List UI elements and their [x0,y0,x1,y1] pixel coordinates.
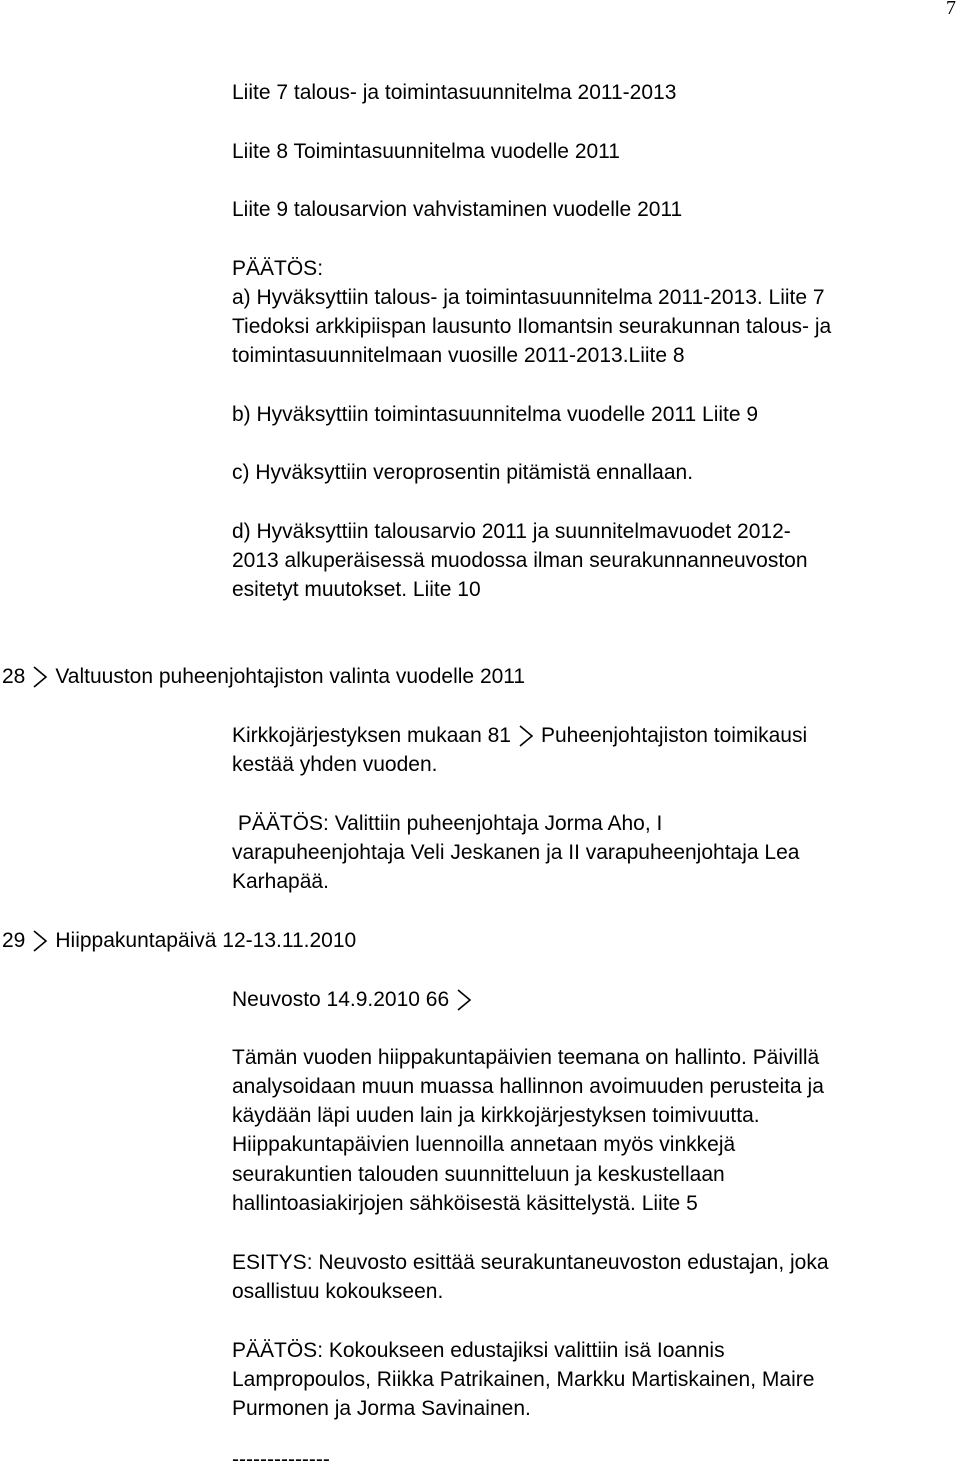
section-sign-icon [31,665,49,689]
section-28-decision-line3: Karhapää. [232,870,329,893]
section-29-heading [2,926,356,955]
section-28-body-a: Kirkkojärjestyksen mukaan 81 [232,724,511,747]
section-29-para-line2: analysoidaan muun muassa hallinnon avoimuuden perusteita ja [232,1075,824,1098]
section-29-number: 29 [2,929,26,952]
decision-a-line2: Tiedoksi arkkipiispan lausunto Ilomantsin seurakunnan talous- ja [232,315,832,338]
section-28-number: 28 [2,665,26,688]
section-29-decision-line1: PÄÄTÖS: Kokoukseen edustajiksi valittiin isä Ioannis [232,1339,725,1362]
attachment-9: Liite 9 talousarvion vahvistaminen vuodelle 2011 [232,198,683,221]
section-28-title: Valtuuston puheenjohtajiston valinta vuodelle 2011 [55,665,526,688]
section-29-para-line1: Tämän vuoden hiippakuntapäivien teemana on hallinto. Päivillä [232,1046,820,1069]
section-29-para-line4: Hiippakuntapäivien luennoilla annetaan myös vinkkejä [232,1133,736,1156]
attachment-7: Liite 7 talous- ja toimintasuunnitelma 2011-2013 [232,81,677,104]
section-28-decision-line2: varapuheenjohtaja Veli Jeskanen ja II varapuheenjohtaja Lea [232,841,800,864]
section-29-para-line6: hallintoasiakirjojen sähköisestä käsittelystä. Liite 5 [232,1192,698,1215]
decision-d-line1: d) Hyväksyttiin talousarvio 2011 ja suunnitelmavuodet 2012- [232,520,791,543]
section-29-title: Hiippakuntapäivä 12-13.11.2010 [55,929,357,952]
decision-heading: PÄÄTÖS: [232,257,324,280]
section-29-decision-line3: Purmonen ja Jorma Savinainen. [232,1397,531,1420]
section-29-proposal-line2: osallistuu kokoukseen. [232,1280,444,1303]
section-28-body-line2: kestää yhden vuoden. [232,753,438,776]
section-28-heading [2,662,525,691]
section-28-decision-line1: PÄÄTÖS: Valittiin puheenjohtaja Jorma Aho, I [232,812,663,835]
decision-d-line2: 2013 alkuperäisessä muodossa ilman seurakunnanneuvoston [232,549,808,572]
section-28-body-b: Puheenjohtajiston toimikausi [540,724,808,747]
separator-line: -------------- [232,1448,330,1471]
section-29-para-line5: seurakuntien talouden suunnitteluun ja keskustellaan [232,1163,725,1186]
section-sign-icon [455,988,473,1012]
section-29-reference [232,985,479,1014]
decision-b: b) Hyväksyttiin toimintasuunnitelma vuodelle 2011 Liite 9 [232,403,759,426]
decision-c: c) Hyväksyttiin veroprosentin pitämistä ennallaan. [232,461,694,484]
decision-a-line3: toimintasuunnitelmaan vuosille 2011-2013.Liite 8 [232,344,685,367]
section-29-para-line3: käydään läpi uuden lain ja kirkkojärjestyksen toimivuutta. [232,1104,760,1127]
decision-d-line3: esitetyt muutokset. Liite 10 [232,578,481,601]
section-sign-icon [31,929,49,953]
decision-a-line1: a) Hyväksyttiin talous- ja toimintasuunnitelma 2011-2013. Liite 7 [232,286,825,309]
section-28-body-line1 [232,721,807,750]
page-number: 7 [946,0,956,19]
section-sign-icon [517,724,535,748]
section-29-ref-text: Neuvosto 14.9.2010 66 [232,988,450,1011]
section-29-decision-line2: Lampropoulos, Riikka Patrikainen, Markku Martiskainen, Maire [232,1368,815,1391]
section-29-proposal-line1: ESITYS: Neuvosto esittää seurakuntaneuvoston edustajan, joka [232,1251,829,1274]
attachment-8: Liite 8 Toimintasuunnitelma vuodelle 2011 [232,140,620,163]
